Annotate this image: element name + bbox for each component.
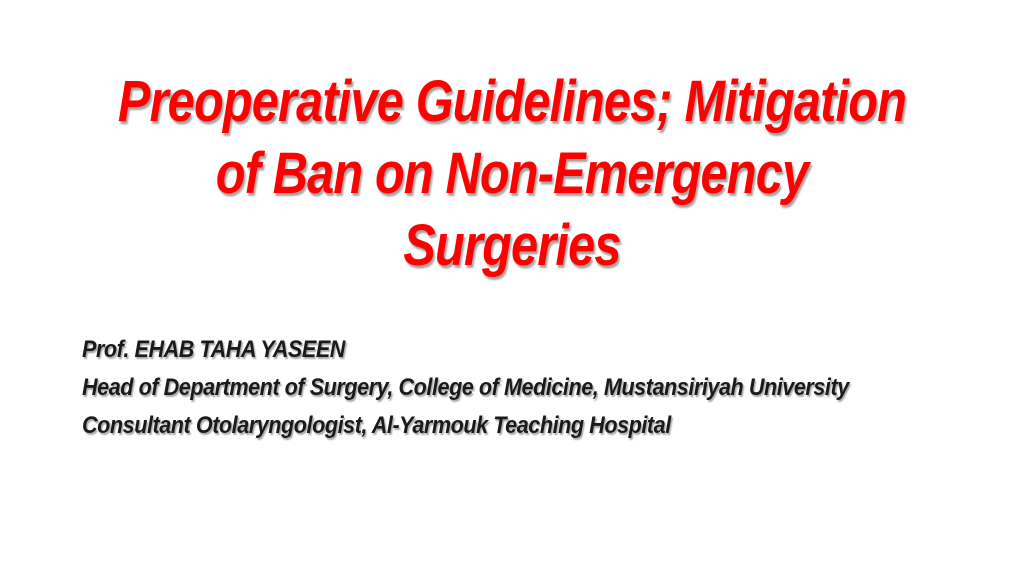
presenter-title-department: Head of Department of Surgery, College of Medicine, Mustansiriyah University <box>82 374 849 401</box>
presenter-info <box>82 331 849 445</box>
presenter-name: Prof. EHAB TAHA YASEEN <box>82 336 345 363</box>
title-line-2: of Ban on Non-Emergency <box>215 141 809 206</box>
title-line-1: Preoperative Guidelines; Mitigation <box>117 69 907 134</box>
presenter-title-consultant: Consultant Otolaryngologist, Al-Yarmouk Teaching Hospital <box>82 412 671 439</box>
title-line-3: Surgeries <box>403 213 621 278</box>
slide-title <box>82 66 942 282</box>
